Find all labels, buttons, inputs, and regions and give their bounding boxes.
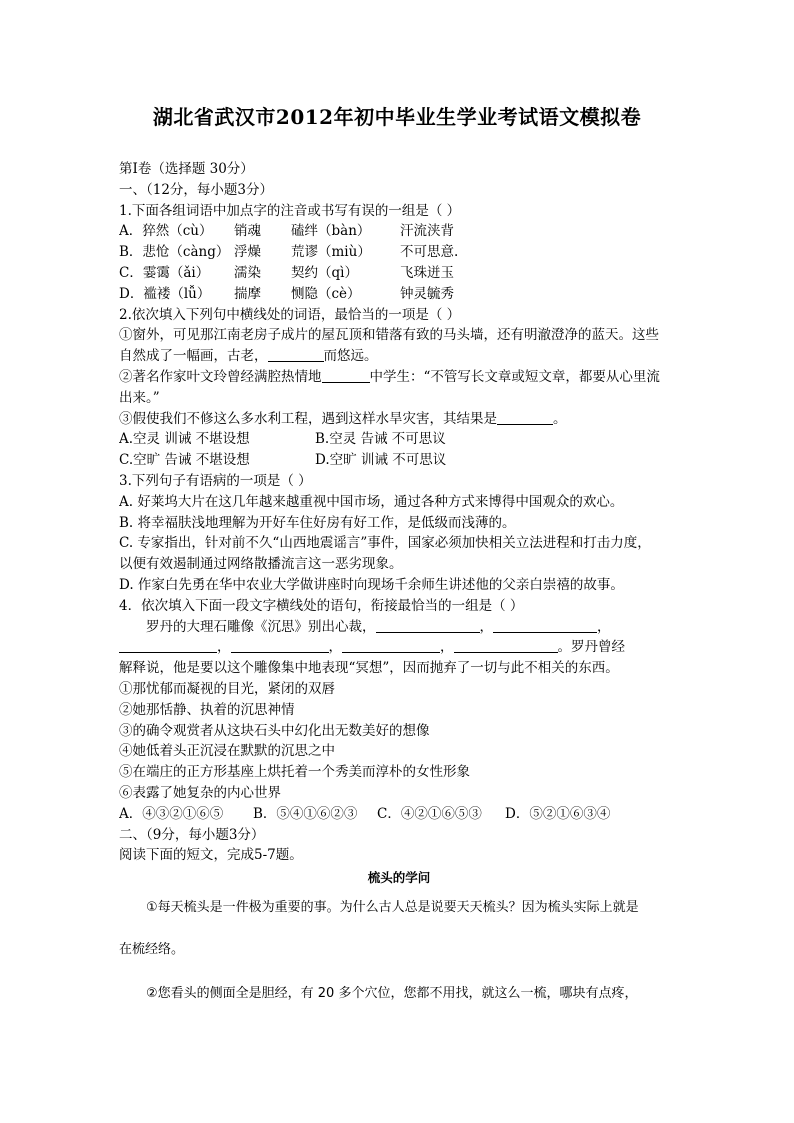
q2-sentence-2: ②著名作家叶文玲曾经满腔热情地 中学生：“不管写长文章或短文章，都要从心里流 [119, 368, 660, 385]
answer-blank [497, 410, 553, 425]
article-paragraph-1-cont: 在梳经络。 [119, 942, 185, 957]
answer-blank [231, 638, 329, 653]
answer-blank [268, 347, 324, 362]
q3-option-b: B. 将幸福肤浅地理解为开好车住好房有好工作，是低级而浅薄的。 [119, 514, 516, 531]
page-title: 湖北省武汉市2012年初中毕业生学业考试语文模拟卷 [152, 105, 642, 129]
q2-sentence-3: ③假使我们不修这么多水利工程，遇到这样水旱灾害，其结果是 。 [119, 410, 567, 427]
q1-option-c: C．霎霭（ǎi） 濡染 契约（qì） 飞珠迸玉 [119, 264, 454, 281]
answer-blank [376, 618, 480, 633]
q2-sentence-2-cont: 出来。” [119, 389, 160, 406]
part2-heading: 二、（9分，每小题3分） [119, 826, 265, 843]
q4-item: ②她那恬静、执着的沉思神情 [119, 701, 295, 718]
q2-options-cd: C.空旷 告诫 不堪设想 D.空旷 训诫 不可思议 [119, 452, 447, 469]
q4-passage-1: 罗丹的大理石雕像《沉思》别出心裁， ， ， [146, 618, 611, 635]
answer-blank [322, 368, 370, 383]
q3-stem: 3.下列句子有语病的一项是（ ） [119, 472, 312, 489]
q3-option-c: C. 专家指出，针对前不久“山西地震谣言”事件，国家必须加快相关立法进程和打击力度， [119, 535, 651, 552]
q2-sentence-1: ①窗外，可见那江南老房子成片的屋瓦顶和错落有致的马头墙，还有明澈澄净的蓝天。这些 [119, 327, 659, 344]
q4-stem: 4．依次填入下面一段文字横线处的语句，衔接最恰当的一组是（ ） [119, 597, 524, 614]
part2-instructions: 阅读下面的短文，完成5-7题。 [119, 847, 303, 864]
answer-blank [119, 638, 217, 653]
part1-heading: 一、（12分，每小题3分） [119, 181, 274, 198]
q4-item: ④她低着头正沉浸在默默的沉思之中 [119, 743, 335, 760]
q2-options-ab: A.空灵 训诫 不堪设想 B.空灵 告诫 不可思议 [119, 431, 446, 448]
article-paragraph-1: ①每天梳头是一件极为重要的事。为什么古人总是说要天天梳头？因为梳头实际上就是 [146, 900, 639, 915]
exam-body [119, 159, 679, 889]
q4-options: A．④③②①⑥⑤ B．⑤④①⑥②③ C．④②①⑥⑤③ D．⑤②①⑥③④ [119, 805, 611, 822]
q1-stem: 1.下面各组词语中加点字的注音或书写有误的一组是（ ） [119, 202, 461, 219]
q4-passage-3: 解释说，他是要以这个雕像集中地表现“冥想”，因而抛弃了一切与此不相关的东西。 [119, 660, 619, 677]
q1-option-d: D．褴褛（lǚ） 揣摩 恻隐（cè） 钟灵毓秀 [119, 285, 454, 302]
answer-blank [342, 638, 440, 653]
q4-passage-2: ， ， ， 。罗丹曾经 [119, 637, 679, 658]
q3-option-c-cont: 以便有效遏制通过网络散播流言这一恶劣现象。 [119, 556, 403, 573]
q4-item: ⑥表露了她复杂的内心世界 [119, 784, 281, 801]
q4-item: ①那忧郁而凝视的目光，紧闭的双唇 [119, 680, 335, 697]
article-title: 梳头的学问 [367, 870, 431, 886]
q4-item: ③的确令观赏者从这块石头中幻化出无数美好的想像 [119, 722, 430, 739]
q3-option-a: A. 好莱坞大片在这几年越来越重视中国市场，通过各种方式来博得中国观众的欢心。 [119, 493, 624, 510]
section1-heading: 第Ⅰ卷（选择题 30分） [119, 161, 254, 177]
answer-blank [493, 618, 597, 633]
q1-option-b: B．悲怆（càng） 浮燥 荒谬（miù） 不可思意. [119, 244, 459, 261]
article-paragraph-2: ②您看头的侧面全是胆经，有 20 多个穴位，您都不用找，就这么一梳，哪块有点疼， [146, 986, 638, 1001]
q3-option-d: D. 作家白先勇在华中农业大学做讲座时向现场千余师生讲述他的父亲白崇禧的故事。 [119, 576, 624, 593]
q4-item: ⑤在端庄的正方形基座上烘托着一个秀美而淳朴的女性形象 [119, 764, 470, 781]
q2-sentence-1-cont: 自然成了一幅画，古老， 而悠远。 [119, 348, 378, 365]
answer-blank [454, 638, 558, 653]
q1-option-a: A．猝然（cù） 销魂 磕绊（bàn） 汗流浃背 [119, 223, 454, 240]
q2-stem: 2.依次填入下列句中横线处的词语，最恰当的一项是（ ） [119, 306, 461, 323]
